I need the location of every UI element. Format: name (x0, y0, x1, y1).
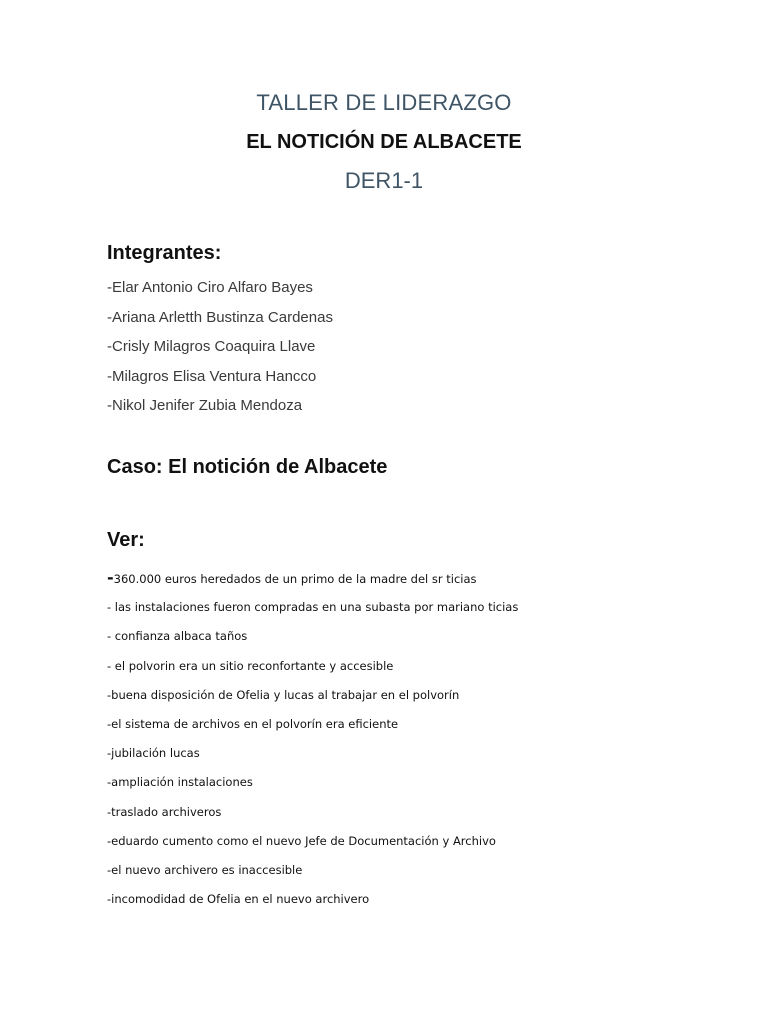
list-item: -el nuevo archivero es inaccesible (107, 862, 303, 877)
list-item: - confianza albaca taños (107, 629, 248, 644)
list-item: -incomodidad de Ofelia en el nuevo archivero (107, 892, 370, 907)
member-item: -Milagros Elisa Ventura Hancco (107, 367, 317, 385)
list-item: -el sistema de archivos en el polvorín era eficiente (107, 716, 399, 731)
list-item: -traslado archiveros (107, 804, 222, 819)
list-item-text: 360.000 euros heredados de un primo de la madre del sr ticias (113, 572, 477, 586)
member-item: -Elar Antonio Ciro Alfaro Bayes (107, 279, 313, 296)
integrantes-heading: Integrantes: (107, 242, 222, 264)
members-list (107, 278, 333, 426)
list-item: -buena disposición de Ofelia y lucas al trabajar en el polvorín (107, 687, 460, 702)
list-item: - el polvorin era un sitio reconfortante y accesible (107, 658, 394, 673)
ver-points-list (107, 569, 518, 919)
member-item: -Crisly Milagros Coaquira Llave (107, 338, 316, 356)
member-item: -Ariana Arletth Bustinza Cardenas (107, 308, 333, 326)
caso-heading: Caso: El notición de Albacete (107, 456, 388, 478)
ver-heading: Ver: (107, 529, 145, 551)
list-item: -eduardo cumento como el nuevo Jefe de Documentación y Archivo (107, 833, 496, 848)
list-item: -jubilación lucas (107, 746, 200, 761)
list-item (107, 569, 518, 598)
list-item: - las instalaciones fueron compradas en una subasta por mariano ticias (107, 600, 519, 615)
bullet-dash: - (107, 568, 114, 587)
list-item: -ampliación instalaciones (107, 775, 253, 790)
course-code: DER1-1 (344, 168, 424, 193)
document-title: TALLER DE LIDERAZGO (256, 90, 512, 115)
member-item: -Nikol Jenifer Zubia Mendoza (107, 397, 303, 415)
document-subtitle: EL NOTICIÓN DE ALBACETE (246, 131, 522, 153)
